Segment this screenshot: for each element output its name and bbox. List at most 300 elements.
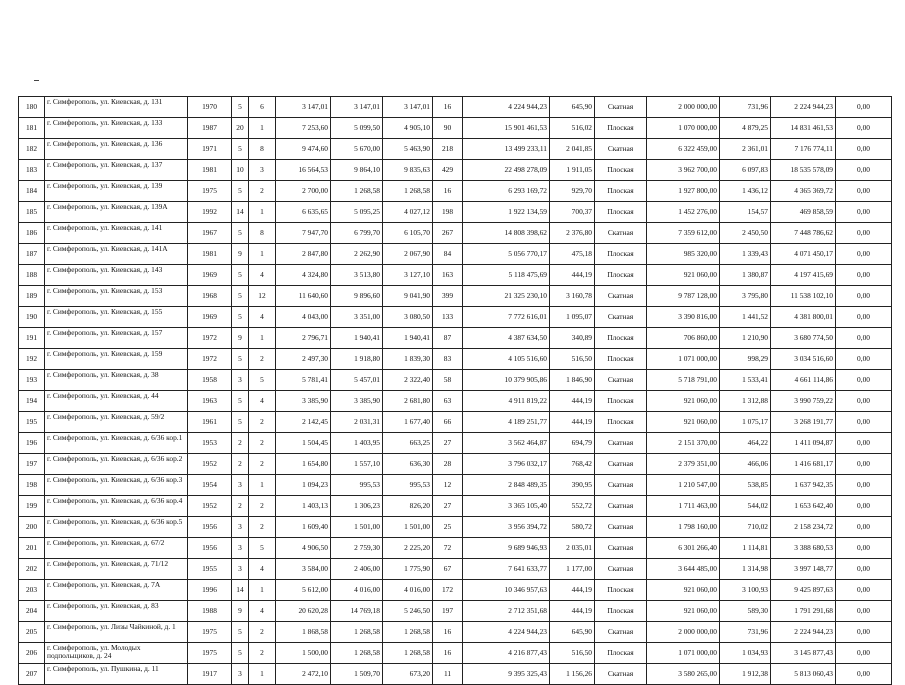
cell-roof-type: Скатная xyxy=(595,517,647,538)
table-row xyxy=(19,370,892,391)
cell-balance: 0,00 xyxy=(836,622,892,643)
cell-year-built: 1992 xyxy=(188,202,232,223)
cell-floors: 5 xyxy=(232,643,249,664)
cell-total-area: 9 474,60 xyxy=(276,139,331,160)
cell-year-built: 1953 xyxy=(188,433,232,454)
cell-balance: 0,00 xyxy=(836,391,892,412)
cell-living-area: 995,53 xyxy=(331,475,383,496)
cell-total-area: 20 620,28 xyxy=(276,601,331,622)
cell-unit-cost: 552,72 xyxy=(550,496,595,517)
cell-address: г. Симферополь, ул. Киевская, д. 137 xyxy=(45,160,188,181)
cell-unit-cost: 475,18 xyxy=(550,244,595,265)
cell-roof-repair-cost: 6 322 459,00 xyxy=(647,139,720,160)
cell-row-number: 204 xyxy=(19,601,45,622)
cell-remaining-cost: 4 381 800,01 xyxy=(771,307,836,328)
cell-residents: 16 xyxy=(433,181,463,202)
cell-floors: 5 xyxy=(232,181,249,202)
cell-address: г. Симферополь, ул. Киевская, д. 141 xyxy=(45,223,188,244)
cell-row-number: 186 xyxy=(19,223,45,244)
table-row xyxy=(19,391,892,412)
cell-residents: 12 xyxy=(433,475,463,496)
cell-living-area: 2 406,00 xyxy=(331,559,383,580)
cell-year-built: 1958 xyxy=(188,370,232,391)
cell-entrances: 8 xyxy=(249,223,276,244)
cell-remaining-cost: 4 661 114,86 xyxy=(771,370,836,391)
cell-unit-cost: 340,89 xyxy=(550,328,595,349)
cell-residents: 90 xyxy=(433,118,463,139)
cell-residential-area: 1 839,30 xyxy=(383,349,433,370)
table-row xyxy=(19,580,892,601)
cell-address: г. Симферополь, ул. Киевская, д. 83 xyxy=(45,601,188,622)
cell-total-cost: 6 293 169,72 xyxy=(463,181,550,202)
table-row xyxy=(19,244,892,265)
cell-year-built: 1975 xyxy=(188,622,232,643)
cell-remaining-cost: 7 176 774,11 xyxy=(771,139,836,160)
cell-total-area: 3 584,00 xyxy=(276,559,331,580)
cell-roof-type: Скатная xyxy=(595,286,647,307)
cell-floors: 5 xyxy=(232,412,249,433)
cell-other-unit-cost: 4 879,25 xyxy=(720,118,771,139)
cell-remaining-cost: 4 365 369,72 xyxy=(771,181,836,202)
cell-roof-type: Скатная xyxy=(595,307,647,328)
cell-floors: 5 xyxy=(232,265,249,286)
cell-entrances: 2 xyxy=(249,349,276,370)
cell-roof-repair-cost: 6 301 266,40 xyxy=(647,538,720,559)
table-row xyxy=(19,286,892,307)
cell-row-number: 195 xyxy=(19,412,45,433)
cell-roof-type: Плоская xyxy=(595,601,647,622)
cell-remaining-cost: 3 388 680,53 xyxy=(771,538,836,559)
cell-total-cost: 14 808 398,62 xyxy=(463,223,550,244)
cell-row-number: 193 xyxy=(19,370,45,391)
cell-remaining-cost: 11 538 102,10 xyxy=(771,286,836,307)
cell-row-number: 201 xyxy=(19,538,45,559)
cell-balance: 0,00 xyxy=(836,244,892,265)
cell-row-number: 203 xyxy=(19,580,45,601)
cell-living-area: 6 799,70 xyxy=(331,223,383,244)
cell-floors: 5 xyxy=(232,97,249,118)
cell-unit-cost: 694,79 xyxy=(550,433,595,454)
cell-roof-repair-cost: 2 000 000,00 xyxy=(647,622,720,643)
cell-row-number: 182 xyxy=(19,139,45,160)
cell-total-cost: 4 224 944,23 xyxy=(463,97,550,118)
cell-balance: 0,00 xyxy=(836,643,892,664)
scan-mark xyxy=(34,80,39,81)
cell-remaining-cost: 2 224 944,23 xyxy=(771,622,836,643)
cell-unit-cost: 444,19 xyxy=(550,601,595,622)
cell-roof-repair-cost: 9 787 128,00 xyxy=(647,286,720,307)
cell-address: г. Симферополь, ул. Киевская, д. 71/12 xyxy=(45,559,188,580)
cell-entrances: 1 xyxy=(249,664,276,685)
cell-living-area: 1 306,23 xyxy=(331,496,383,517)
cell-residential-area: 1 268,58 xyxy=(383,643,433,664)
cell-address: г. Симферополь, ул. Киевская, д. 44 xyxy=(45,391,188,412)
cell-total-cost: 7 772 616,01 xyxy=(463,307,550,328)
cell-total-area: 5 612,00 xyxy=(276,580,331,601)
cell-floors: 14 xyxy=(232,580,249,601)
table-row xyxy=(19,475,892,496)
cell-unit-cost: 444,19 xyxy=(550,412,595,433)
cell-roof-type: Скатная xyxy=(595,475,647,496)
cell-unit-cost: 929,70 xyxy=(550,181,595,202)
cell-other-unit-cost: 1 210,90 xyxy=(720,328,771,349)
cell-residents: 172 xyxy=(433,580,463,601)
cell-residential-area: 3 080,50 xyxy=(383,307,433,328)
cell-residents: 267 xyxy=(433,223,463,244)
cell-roof-repair-cost: 985 320,00 xyxy=(647,244,720,265)
cell-residential-area: 826,20 xyxy=(383,496,433,517)
cell-row-number: 180 xyxy=(19,97,45,118)
cell-balance: 0,00 xyxy=(836,265,892,286)
cell-residents: 133 xyxy=(433,307,463,328)
cell-entrances: 2 xyxy=(249,412,276,433)
cell-balance: 0,00 xyxy=(836,412,892,433)
cell-other-unit-cost: 154,57 xyxy=(720,202,771,223)
cell-entrances: 5 xyxy=(249,538,276,559)
cell-unit-cost: 516,50 xyxy=(550,349,595,370)
cell-unit-cost: 2 041,85 xyxy=(550,139,595,160)
cell-floors: 2 xyxy=(232,454,249,475)
cell-floors: 5 xyxy=(232,223,249,244)
cell-roof-type: Скатная xyxy=(595,454,647,475)
cell-year-built: 1963 xyxy=(188,391,232,412)
cell-roof-type: Плоская xyxy=(595,643,647,664)
cell-total-cost: 4 224 944,23 xyxy=(463,622,550,643)
cell-unit-cost: 1 095,07 xyxy=(550,307,595,328)
cell-residential-area: 5 463,90 xyxy=(383,139,433,160)
cell-other-unit-cost: 1 314,98 xyxy=(720,559,771,580)
cell-unit-cost: 645,90 xyxy=(550,97,595,118)
cell-year-built: 1956 xyxy=(188,517,232,538)
cell-residential-area: 2 225,20 xyxy=(383,538,433,559)
cell-year-built: 1917 xyxy=(188,664,232,685)
cell-living-area: 1 268,58 xyxy=(331,622,383,643)
cell-living-area: 2 031,31 xyxy=(331,412,383,433)
cell-entrances: 4 xyxy=(249,307,276,328)
cell-residential-area: 6 105,70 xyxy=(383,223,433,244)
cell-roof-type: Плоская xyxy=(595,202,647,223)
cell-roof-type: Плоская xyxy=(595,349,647,370)
cell-roof-repair-cost: 1 071 000,00 xyxy=(647,349,720,370)
cell-total-cost: 3 365 105,40 xyxy=(463,496,550,517)
cell-year-built: 1961 xyxy=(188,412,232,433)
cell-total-area: 7 947,70 xyxy=(276,223,331,244)
table-row xyxy=(19,517,892,538)
cell-balance: 0,00 xyxy=(836,664,892,685)
cell-floors: 5 xyxy=(232,391,249,412)
cell-total-area: 5 781,41 xyxy=(276,370,331,391)
cell-entrances: 3 xyxy=(249,160,276,181)
cell-remaining-cost: 4 071 450,17 xyxy=(771,244,836,265)
cell-living-area: 1 268,58 xyxy=(331,181,383,202)
cell-year-built: 1967 xyxy=(188,223,232,244)
table-row xyxy=(19,496,892,517)
table-row xyxy=(19,328,892,349)
cell-residential-area: 5 246,50 xyxy=(383,601,433,622)
cell-total-area: 1 403,13 xyxy=(276,496,331,517)
cell-row-number: 189 xyxy=(19,286,45,307)
cell-other-unit-cost: 1 034,93 xyxy=(720,643,771,664)
cell-balance: 0,00 xyxy=(836,517,892,538)
cell-floors: 3 xyxy=(232,517,249,538)
cell-unit-cost: 1 846,90 xyxy=(550,370,595,391)
cell-year-built: 1996 xyxy=(188,580,232,601)
cell-roof-repair-cost: 2 151 370,00 xyxy=(647,433,720,454)
cell-living-area: 5 670,00 xyxy=(331,139,383,160)
cell-living-area: 1 509,70 xyxy=(331,664,383,685)
cell-remaining-cost: 1 637 942,35 xyxy=(771,475,836,496)
cell-roof-type: Плоская xyxy=(595,391,647,412)
cell-balance: 0,00 xyxy=(836,433,892,454)
cell-residential-area: 1 677,40 xyxy=(383,412,433,433)
cell-balance: 0,00 xyxy=(836,559,892,580)
cell-unit-cost: 1 156,26 xyxy=(550,664,595,685)
table-row xyxy=(19,538,892,559)
table-row xyxy=(19,265,892,286)
cell-address: г. Симферополь, ул. Киевская, д. 6/36 кор.1 xyxy=(45,433,188,454)
cell-remaining-cost: 3 990 759,22 xyxy=(771,391,836,412)
cell-row-number: 197 xyxy=(19,454,45,475)
cell-unit-cost: 444,19 xyxy=(550,391,595,412)
cell-year-built: 1971 xyxy=(188,139,232,160)
cell-total-cost: 4 189 251,77 xyxy=(463,412,550,433)
cell-total-cost: 4 387 634,50 xyxy=(463,328,550,349)
cell-roof-repair-cost: 1 927 800,00 xyxy=(647,181,720,202)
cell-total-cost: 10 346 957,63 xyxy=(463,580,550,601)
cell-unit-cost: 768,42 xyxy=(550,454,595,475)
cell-year-built: 1952 xyxy=(188,496,232,517)
cell-residents: 27 xyxy=(433,496,463,517)
cell-remaining-cost: 9 425 897,63 xyxy=(771,580,836,601)
table-row xyxy=(19,664,892,685)
cell-roof-type: Скатная xyxy=(595,538,647,559)
cell-other-unit-cost: 589,30 xyxy=(720,601,771,622)
cell-row-number: 194 xyxy=(19,391,45,412)
cell-residents: 163 xyxy=(433,265,463,286)
cell-balance: 0,00 xyxy=(836,181,892,202)
cell-balance: 0,00 xyxy=(836,328,892,349)
cell-roof-type: Плоская xyxy=(595,265,647,286)
cell-floors: 3 xyxy=(232,370,249,391)
cell-balance: 0,00 xyxy=(836,286,892,307)
cell-floors: 20 xyxy=(232,118,249,139)
cell-row-number: 181 xyxy=(19,118,45,139)
cell-address: г. Симферополь, ул. Пушкина, д. 11 xyxy=(45,664,188,685)
cell-entrances: 2 xyxy=(249,496,276,517)
cell-residential-area: 2 322,40 xyxy=(383,370,433,391)
cell-residents: 429 xyxy=(433,160,463,181)
cell-floors: 2 xyxy=(232,433,249,454)
table-row xyxy=(19,454,892,475)
cell-row-number: 205 xyxy=(19,622,45,643)
cell-roof-type: Плоская xyxy=(595,181,647,202)
cell-total-area: 1 654,80 xyxy=(276,454,331,475)
cell-residential-area: 3 147,01 xyxy=(383,97,433,118)
cell-living-area: 3 147,01 xyxy=(331,97,383,118)
cell-unit-cost: 1 177,00 xyxy=(550,559,595,580)
cell-address: г. Симферополь, ул. Киевская, д. 6/36 кор.5 xyxy=(45,517,188,538)
cell-other-unit-cost: 1 114,81 xyxy=(720,538,771,559)
cell-remaining-cost: 14 831 461,53 xyxy=(771,118,836,139)
cell-residential-area: 1 501,00 xyxy=(383,517,433,538)
cell-address: г. Симферополь, ул. Киевская, д. 155 xyxy=(45,307,188,328)
cell-roof-repair-cost: 1 452 276,00 xyxy=(647,202,720,223)
cell-total-area: 11 640,60 xyxy=(276,286,331,307)
cell-address: г. Симферополь, ул. Киевская, д. 159 xyxy=(45,349,188,370)
cell-unit-cost: 516,50 xyxy=(550,643,595,664)
cell-remaining-cost: 3 145 877,43 xyxy=(771,643,836,664)
cell-living-area: 2 759,30 xyxy=(331,538,383,559)
cell-roof-repair-cost: 2 379 351,00 xyxy=(647,454,720,475)
cell-total-area: 6 635,65 xyxy=(276,202,331,223)
cell-residential-area: 663,25 xyxy=(383,433,433,454)
table-row xyxy=(19,160,892,181)
cell-balance: 0,00 xyxy=(836,538,892,559)
cell-entrances: 4 xyxy=(249,265,276,286)
cell-roof-repair-cost: 921 060,00 xyxy=(647,412,720,433)
cell-living-area: 9 864,10 xyxy=(331,160,383,181)
table-row xyxy=(19,223,892,244)
table-row xyxy=(19,97,892,118)
cell-residents: 197 xyxy=(433,601,463,622)
cell-balance: 0,00 xyxy=(836,139,892,160)
cell-total-area: 2 142,45 xyxy=(276,412,331,433)
cell-roof-type: Скатная xyxy=(595,496,647,517)
table-row xyxy=(19,601,892,622)
cell-total-cost: 9 689 946,93 xyxy=(463,538,550,559)
cell-year-built: 1970 xyxy=(188,97,232,118)
cell-residents: 16 xyxy=(433,643,463,664)
cell-residential-area: 4 016,00 xyxy=(383,580,433,601)
cell-roof-type: Плоская xyxy=(595,244,647,265)
cell-residents: 16 xyxy=(433,97,463,118)
cell-living-area: 5 095,25 xyxy=(331,202,383,223)
cell-balance: 0,00 xyxy=(836,496,892,517)
cell-balance: 0,00 xyxy=(836,307,892,328)
cell-floors: 9 xyxy=(232,244,249,265)
cell-year-built: 1981 xyxy=(188,160,232,181)
cell-row-number: 198 xyxy=(19,475,45,496)
cell-balance: 0,00 xyxy=(836,601,892,622)
cell-balance: 0,00 xyxy=(836,580,892,601)
table-row xyxy=(19,139,892,160)
cell-unit-cost: 1 911,05 xyxy=(550,160,595,181)
table-row xyxy=(19,622,892,643)
cell-total-area: 4 324,80 xyxy=(276,265,331,286)
cell-other-unit-cost: 464,22 xyxy=(720,433,771,454)
cell-remaining-cost: 1 416 681,17 xyxy=(771,454,836,475)
cell-living-area: 2 262,90 xyxy=(331,244,383,265)
cell-residential-area: 995,53 xyxy=(383,475,433,496)
cell-address: г. Симферополь, ул. Киевская, д. 141А xyxy=(45,244,188,265)
cell-roof-repair-cost: 7 359 612,00 xyxy=(647,223,720,244)
cell-roof-type: Плоская xyxy=(595,118,647,139)
cell-unit-cost: 390,95 xyxy=(550,475,595,496)
cell-address: г. Симферополь, ул. Киевская, д. 133 xyxy=(45,118,188,139)
cell-roof-type: Плоская xyxy=(595,160,647,181)
cell-total-cost: 3 562 464,87 xyxy=(463,433,550,454)
cell-other-unit-cost: 3 100,93 xyxy=(720,580,771,601)
cell-roof-repair-cost: 1 798 160,00 xyxy=(647,517,720,538)
cell-living-area: 1 557,10 xyxy=(331,454,383,475)
cell-total-area: 1 868,58 xyxy=(276,622,331,643)
cell-total-area: 2 700,00 xyxy=(276,181,331,202)
cell-other-unit-cost: 1 441,52 xyxy=(720,307,771,328)
cell-residents: 63 xyxy=(433,391,463,412)
cell-entrances: 2 xyxy=(249,622,276,643)
table-row xyxy=(19,559,892,580)
cell-roof-type: Скатная xyxy=(595,433,647,454)
cell-residential-area: 4 027,12 xyxy=(383,202,433,223)
table-row xyxy=(19,349,892,370)
cell-total-cost: 5 118 475,69 xyxy=(463,265,550,286)
cell-total-cost: 10 379 905,86 xyxy=(463,370,550,391)
cell-residential-area: 673,20 xyxy=(383,664,433,685)
cell-entrances: 1 xyxy=(249,580,276,601)
cell-roof-repair-cost: 1 711 463,00 xyxy=(647,496,720,517)
cell-year-built: 1987 xyxy=(188,118,232,139)
cell-roof-type: Скатная xyxy=(595,370,647,391)
cell-unit-cost: 700,37 xyxy=(550,202,595,223)
cell-remaining-cost: 1 411 094,87 xyxy=(771,433,836,454)
cell-roof-repair-cost: 3 390 816,00 xyxy=(647,307,720,328)
cell-total-area: 2 472,10 xyxy=(276,664,331,685)
cell-entrances: 8 xyxy=(249,139,276,160)
cell-total-cost: 5 056 770,17 xyxy=(463,244,550,265)
cell-total-area: 4 906,50 xyxy=(276,538,331,559)
cell-total-cost: 3 796 032,17 xyxy=(463,454,550,475)
table-row xyxy=(19,181,892,202)
cell-floors: 2 xyxy=(232,496,249,517)
cell-total-area: 3 147,01 xyxy=(276,97,331,118)
cell-remaining-cost: 2 224 944,23 xyxy=(771,97,836,118)
cell-residents: 11 xyxy=(433,664,463,685)
cell-living-area: 1 918,80 xyxy=(331,349,383,370)
cell-other-unit-cost: 1 339,43 xyxy=(720,244,771,265)
cell-residential-area: 9 041,90 xyxy=(383,286,433,307)
cell-unit-cost: 444,19 xyxy=(550,580,595,601)
cell-other-unit-cost: 2 450,50 xyxy=(720,223,771,244)
cell-year-built: 1956 xyxy=(188,538,232,559)
cell-other-unit-cost: 1 312,88 xyxy=(720,391,771,412)
cell-entrances: 1 xyxy=(249,328,276,349)
cell-floors: 5 xyxy=(232,307,249,328)
cell-living-area: 9 896,60 xyxy=(331,286,383,307)
cell-living-area: 3 513,80 xyxy=(331,265,383,286)
cell-entrances: 5 xyxy=(249,370,276,391)
cell-balance: 0,00 xyxy=(836,475,892,496)
cell-address: г. Симферополь, ул. Киевская, д. 153 xyxy=(45,286,188,307)
cell-address: г. Симферополь, ул. Киевская, д. 59/2 xyxy=(45,412,188,433)
cell-other-unit-cost: 538,85 xyxy=(720,475,771,496)
cell-residents: 66 xyxy=(433,412,463,433)
cell-unit-cost: 2 035,01 xyxy=(550,538,595,559)
cell-roof-repair-cost: 921 060,00 xyxy=(647,580,720,601)
cell-row-number: 192 xyxy=(19,349,45,370)
cell-residents: 399 xyxy=(433,286,463,307)
cell-remaining-cost: 1 653 642,40 xyxy=(771,496,836,517)
cell-row-number: 188 xyxy=(19,265,45,286)
cell-remaining-cost: 4 197 415,69 xyxy=(771,265,836,286)
cell-total-cost: 13 499 233,11 xyxy=(463,139,550,160)
cell-entrances: 2 xyxy=(249,643,276,664)
table-row xyxy=(19,643,892,664)
cell-total-area: 16 564,53 xyxy=(276,160,331,181)
cell-year-built: 1981 xyxy=(188,244,232,265)
cell-other-unit-cost: 544,02 xyxy=(720,496,771,517)
cell-total-area: 2 497,30 xyxy=(276,349,331,370)
cell-unit-cost: 3 160,78 xyxy=(550,286,595,307)
